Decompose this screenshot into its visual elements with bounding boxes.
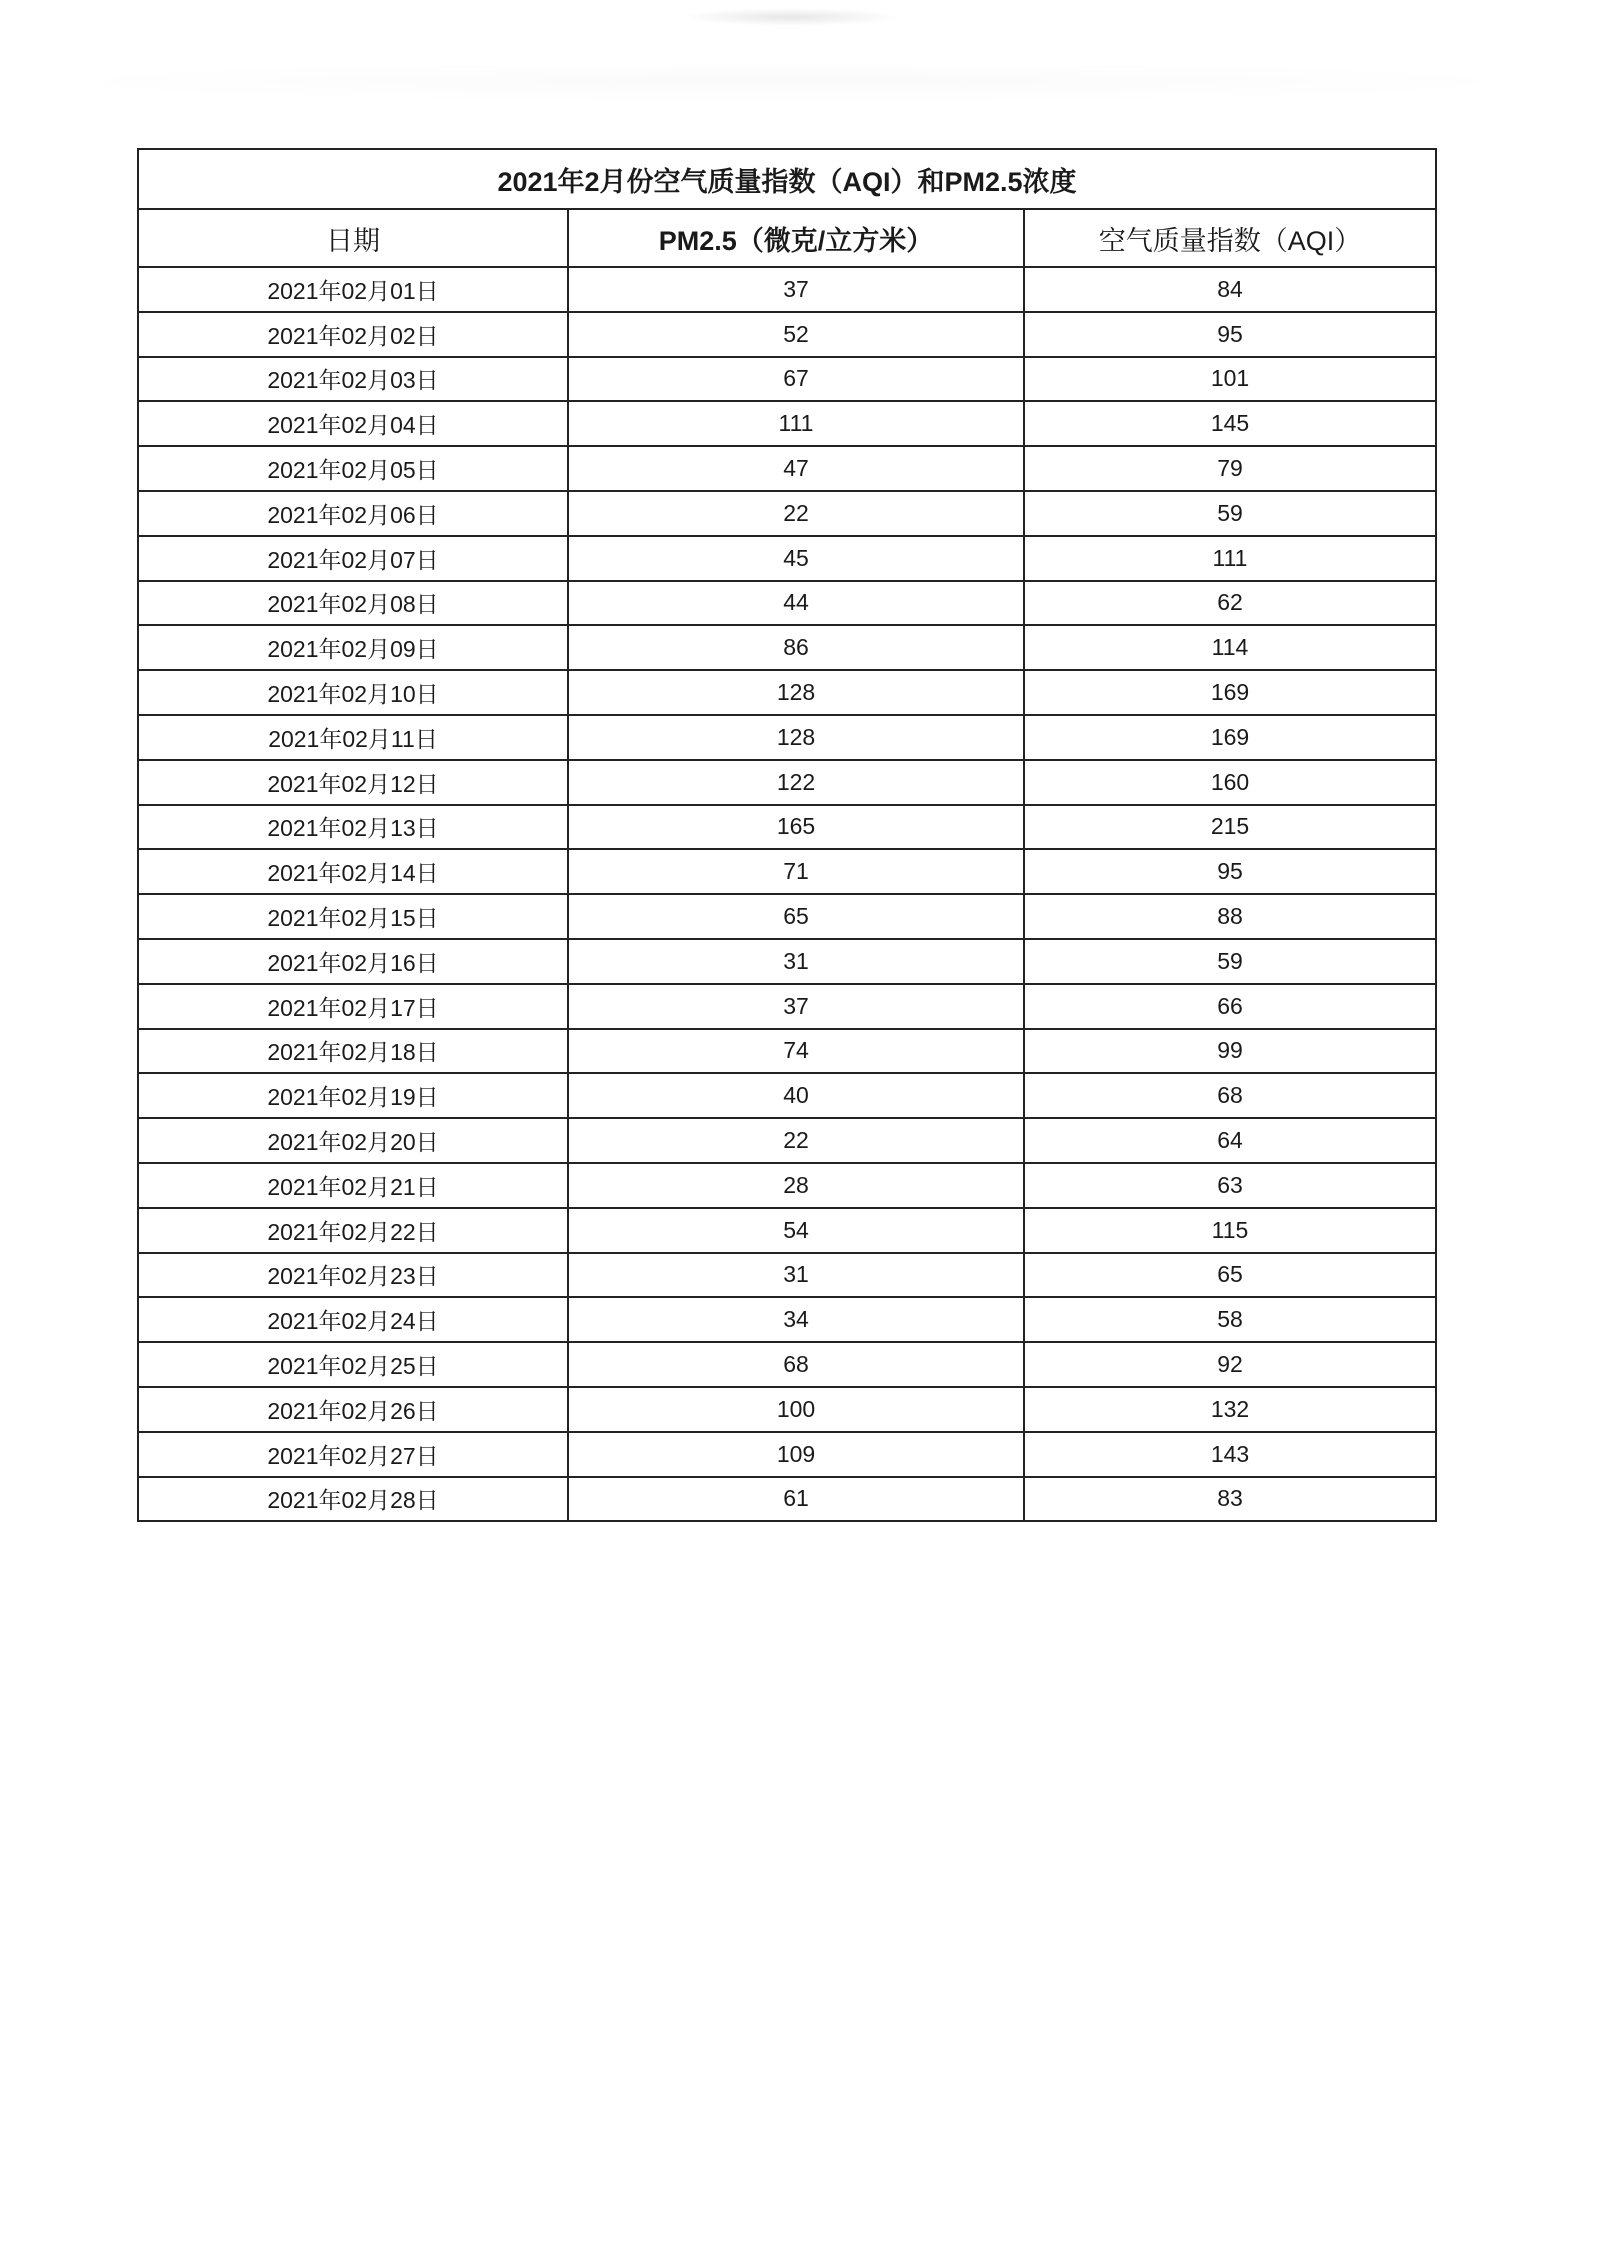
table-row [138, 491, 1436, 536]
aqi-cell: 59 [1024, 939, 1436, 984]
table-row [138, 670, 1436, 715]
date-cell: 2021年02月25日 [138, 1342, 568, 1387]
aqi-cell: 169 [1024, 670, 1436, 715]
date-cell: 2021年02月26日 [138, 1387, 568, 1432]
table-title: 2021年2月份空气质量指数（AQI）和PM2.5浓度 [138, 149, 1436, 209]
date-cell: 2021年02月06日 [138, 491, 568, 536]
aqi-cell: 143 [1024, 1432, 1436, 1477]
date-cell: 2021年02月27日 [138, 1432, 568, 1477]
table-row [138, 715, 1436, 760]
column-header-pm25: PM2.5（微克/立方米） [568, 209, 1024, 267]
date-cell: 2021年02月18日 [138, 1029, 568, 1074]
date-cell: 2021年02月28日 [138, 1477, 568, 1522]
table-row [138, 805, 1436, 850]
table-row [138, 849, 1436, 894]
table-row [138, 446, 1436, 491]
date-cell: 2021年02月02日 [138, 312, 568, 357]
aqi-cell: 66 [1024, 984, 1436, 1029]
date-cell: 2021年02月16日 [138, 939, 568, 984]
table-row [138, 1163, 1436, 1208]
date-cell: 2021年02月24日 [138, 1297, 568, 1342]
table-row [138, 1118, 1436, 1163]
pm25-cell: 34 [568, 1297, 1024, 1342]
aqi-cell: 62 [1024, 581, 1436, 626]
date-cell: 2021年02月01日 [138, 267, 568, 312]
pm25-cell: 86 [568, 625, 1024, 670]
date-cell: 2021年02月08日 [138, 581, 568, 626]
date-cell: 2021年02月07日 [138, 536, 568, 581]
scan-artifact [40, 62, 1540, 102]
aqi-cell: 64 [1024, 1118, 1436, 1163]
table-row [138, 1253, 1436, 1298]
pm25-cell: 47 [568, 446, 1024, 491]
table-row [138, 1297, 1436, 1342]
date-cell: 2021年02月03日 [138, 357, 568, 402]
pm25-cell: 54 [568, 1208, 1024, 1253]
date-cell: 2021年02月22日 [138, 1208, 568, 1253]
aqi-cell: 83 [1024, 1477, 1436, 1522]
date-cell: 2021年02月21日 [138, 1163, 568, 1208]
date-cell: 2021年02月19日 [138, 1073, 568, 1118]
date-cell: 2021年02月09日 [138, 625, 568, 670]
pm25-cell: 31 [568, 939, 1024, 984]
pm25-cell: 52 [568, 312, 1024, 357]
pm25-cell: 111 [568, 401, 1024, 446]
pm25-cell: 122 [568, 760, 1024, 805]
date-cell: 2021年02月14日 [138, 849, 568, 894]
table-row [138, 1432, 1436, 1477]
table-row [138, 939, 1436, 984]
table-row [138, 1477, 1436, 1522]
pm25-cell: 28 [568, 1163, 1024, 1208]
date-cell: 2021年02月23日 [138, 1253, 568, 1298]
aqi-cell: 59 [1024, 491, 1436, 536]
column-header-date: 日期 [138, 209, 568, 267]
aqi-cell: 68 [1024, 1073, 1436, 1118]
pm25-cell: 109 [568, 1432, 1024, 1477]
table-row [138, 1342, 1436, 1387]
aqi-cell: 58 [1024, 1297, 1436, 1342]
aqi-cell: 215 [1024, 805, 1436, 850]
table-row [138, 267, 1436, 312]
table-row [138, 312, 1436, 357]
pm25-cell: 74 [568, 1029, 1024, 1074]
aqi-cell: 114 [1024, 625, 1436, 670]
aqi-cell: 132 [1024, 1387, 1436, 1432]
pm25-cell: 22 [568, 1118, 1024, 1163]
table-row [138, 581, 1436, 626]
date-cell: 2021年02月04日 [138, 401, 568, 446]
aqi-table [137, 148, 1437, 1522]
table-body [138, 267, 1436, 1521]
pm25-cell: 128 [568, 715, 1024, 760]
date-cell: 2021年02月12日 [138, 760, 568, 805]
pm25-cell: 68 [568, 1342, 1024, 1387]
date-cell: 2021年02月11日 [138, 715, 568, 760]
aqi-cell: 88 [1024, 894, 1436, 939]
pm25-cell: 31 [568, 1253, 1024, 1298]
pm25-cell: 165 [568, 805, 1024, 850]
table-row [138, 1029, 1436, 1074]
table-row [138, 760, 1436, 805]
table-row [138, 625, 1436, 670]
aqi-cell: 99 [1024, 1029, 1436, 1074]
pm25-cell: 71 [568, 849, 1024, 894]
pm25-cell: 128 [568, 670, 1024, 715]
column-header-aqi: 空气质量指数（AQI） [1024, 209, 1436, 267]
table-row [138, 984, 1436, 1029]
pm25-cell: 44 [568, 581, 1024, 626]
date-cell: 2021年02月05日 [138, 446, 568, 491]
aqi-cell: 79 [1024, 446, 1436, 491]
date-cell: 2021年02月15日 [138, 894, 568, 939]
pm25-cell: 65 [568, 894, 1024, 939]
pm25-cell: 100 [568, 1387, 1024, 1432]
date-cell: 2021年02月13日 [138, 805, 568, 850]
table-row [138, 357, 1436, 402]
date-cell: 2021年02月10日 [138, 670, 568, 715]
aqi-cell: 145 [1024, 401, 1436, 446]
scan-artifact [680, 8, 900, 26]
aqi-cell: 65 [1024, 1253, 1436, 1298]
pm25-cell: 37 [568, 984, 1024, 1029]
table-row [138, 1387, 1436, 1432]
pm25-cell: 22 [568, 491, 1024, 536]
aqi-cell: 115 [1024, 1208, 1436, 1253]
aqi-cell: 169 [1024, 715, 1436, 760]
aqi-cell: 95 [1024, 849, 1436, 894]
pm25-cell: 45 [568, 536, 1024, 581]
pm25-cell: 61 [568, 1477, 1024, 1522]
aqi-cell: 95 [1024, 312, 1436, 357]
aqi-cell: 84 [1024, 267, 1436, 312]
aqi-cell: 160 [1024, 760, 1436, 805]
aqi-cell: 63 [1024, 1163, 1436, 1208]
date-cell: 2021年02月17日 [138, 984, 568, 1029]
table-row [138, 1208, 1436, 1253]
table-row [138, 1073, 1436, 1118]
pm25-cell: 67 [568, 357, 1024, 402]
aqi-cell: 92 [1024, 1342, 1436, 1387]
pm25-cell: 40 [568, 1073, 1024, 1118]
table-row [138, 894, 1436, 939]
aqi-cell: 111 [1024, 536, 1436, 581]
table-row [138, 401, 1436, 446]
table-row [138, 536, 1436, 581]
pm25-cell: 37 [568, 267, 1024, 312]
date-cell: 2021年02月20日 [138, 1118, 568, 1163]
aqi-cell: 101 [1024, 357, 1436, 402]
